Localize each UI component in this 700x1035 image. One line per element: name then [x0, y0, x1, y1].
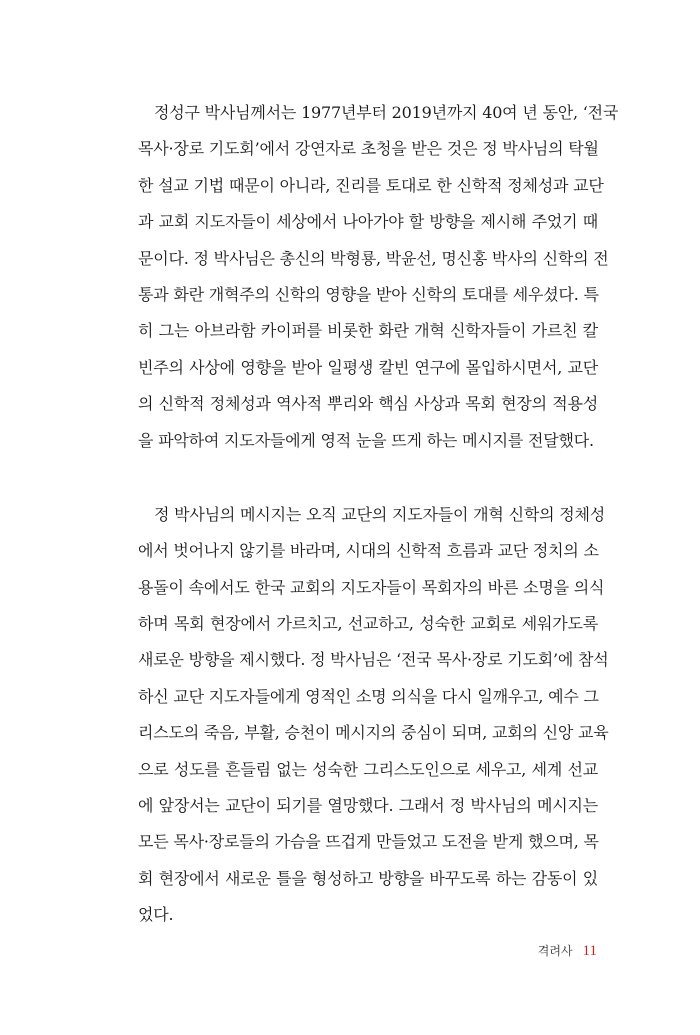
text-line: 정 박사님의 메시지는 오직 교단의 지도자들이 개혁 신학의 정체성	[154, 504, 606, 524]
text-line: 을 파악하여 지도자들에게 영적 눈을 뜨게 하는 메시지를 전달했다.	[138, 430, 594, 450]
body-text	[138, 95, 619, 934]
page-number: 11	[582, 943, 597, 959]
text-line: 통과 화란 개혁주의 신학의 영향을 받아 신학의 토대를 세우셨다. 특	[138, 284, 599, 304]
text-line: 모든 목사·장로들의 가슴을 뜨겁게 만들었고 도전을 받게 했으며, 목	[138, 832, 599, 852]
text-line: 하며 목회 현장에서 가르치고, 선교하고, 성숙한 교회로 세워가도록	[138, 614, 598, 634]
text-line: 정성구 박사님께서는 1977년부터 2019년까지 40여 년 동안, ‘전국	[154, 103, 619, 122]
text-line: 용돌이 속에서도 한국 교회의 지도자들이 목회자의 바른 소명을 의식	[138, 577, 605, 597]
text-line: 회 현장에서 새로운 틀을 형성하고 방향을 바꾸도록 하는 감동이 있	[138, 868, 598, 888]
text-line: 한 설교 기법 때문이 아니라, 진리를 토대로 한 신학적 정체성과 교단	[138, 175, 604, 195]
page-footer	[538, 942, 597, 960]
text-line: 과 교회 지도자들이 세상에서 나아가야 할 방향을 제시해 주었기 때	[138, 212, 598, 232]
text-line: 하신 교단 지도자들에게 영적인 소명 의식을 다시 일깨우고, 예수 그	[138, 686, 599, 706]
text-line: 빈주의 사상에 영향을 받아 일평생 칼빈 연구에 몰입하시면서, 교단	[138, 357, 598, 377]
paragraph-2	[138, 497, 609, 934]
text-line: 에서 벗어나지 않기를 바라며, 시대의 신학적 흐름과 교단 정치의 소	[138, 541, 599, 561]
text-line: 히 그는 아브라함 카이퍼를 비롯한 화란 개혁 신학자들이 가르친 칼	[138, 321, 598, 341]
text-line: 으로 성도를 흔들림 없는 성숙한 그리스도인으로 세우고, 세계 선교	[138, 759, 598, 779]
running-section-title: 격려사	[537, 944, 573, 958]
text-line: 리스도의 죽음, 부활, 승천이 메시지의 중심이 되며, 교회의 신앙 교육	[138, 723, 609, 743]
text-line: 문이다. 정 박사님은 총신의 박형룡, 박윤선, 명신홍 박사의 신학의 전	[138, 248, 609, 268]
text-line: 새로운 방향을 제시했다. 정 박사님은 ‘전국 목사·장로 기도회’에 참석	[138, 650, 609, 670]
paragraph-1	[138, 95, 619, 459]
text-line: 의 신학적 정체성과 역사적 뿌리와 핵심 사상과 목회 현장의 적용성	[138, 394, 598, 414]
text-line: 에 앞장서는 교단이 되기를 열망했다. 그래서 정 박사님의 메시지는	[138, 796, 598, 816]
text-line: 었다.	[138, 905, 174, 925]
text-line: 목사·장로 기도회’에서 강연자로 초청을 받은 것은 정 박사님의 탁월	[138, 139, 599, 159]
